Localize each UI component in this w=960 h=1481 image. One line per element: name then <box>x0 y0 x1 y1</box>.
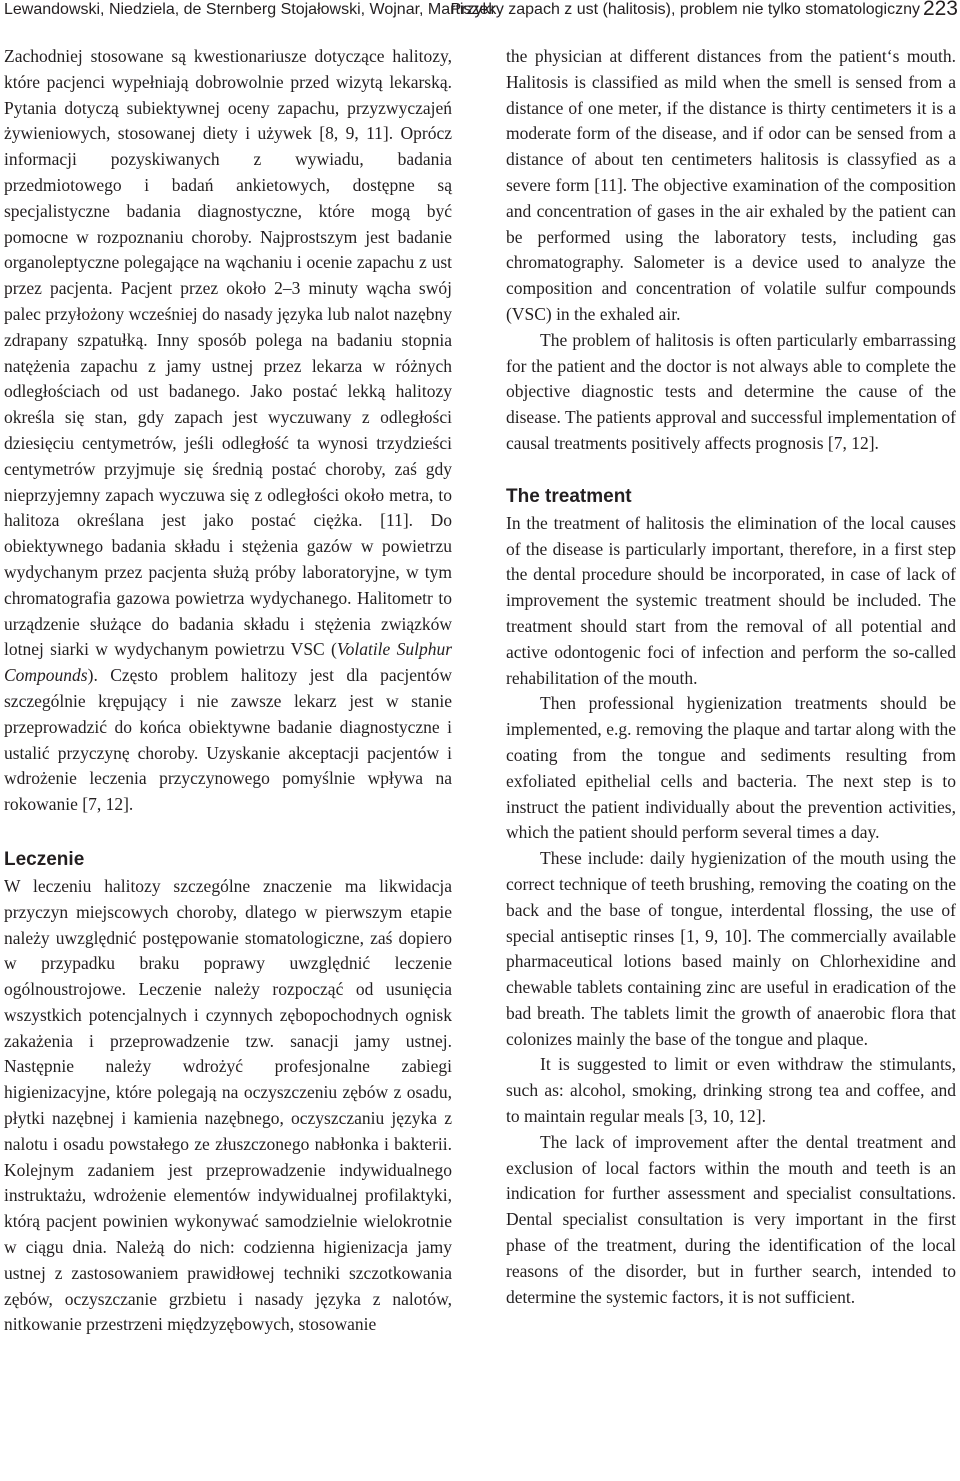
running-header <box>0 0 960 24</box>
left-column <box>4 44 452 1338</box>
right-paragraph-6: It is suggested to limit or even withdraw the stimulants, such as: alcohol, smoking, drinking strong tea and coffee, and to maintain regular meals [3, 10, 12]. <box>506 1054 956 1127</box>
section-heading-the-treatment: The treatment <box>506 485 632 507</box>
left-paragraph-1-italic: Volatile Sulphur Compounds <box>4 639 453 686</box>
page-number: 223 <box>922 0 958 20</box>
header-running-title: Przykry zapach z ust (halitosis), problem nie tylko stomatologiczny <box>450 1 920 18</box>
header-authors: Lewandowski, Niedziela, de Sternberg Stojałowski, Wojnar, Martiszek <box>4 1 497 18</box>
right-paragraph-5: These include: daily hygienization of the mouth using the correct technique of teeth brushing, removing the coating on the back and the base of tongue, interdental flossing, the use of special antiseptic rinses [1, 9, 10]. The commercially available pharmaceutical lotions based mainly on Chlorhexidine and chewable tablets containing zinc are useful in eradication of the bad breath. The tablets limit the growth of anaerobic flora that colonizes mainly the base of the tongue and plaque. <box>506 848 956 1049</box>
left-paragraph-2: W leczeniu halitozy szczególne znaczenie ma likwidacja przyczyn miejscowych choroby, dlatego w pierwszym etapie należy uwzględnić postępowanie stomatologiczne, zaś dopiero w przypadku braku poprawy uwzględnić leczenie ogólnoustrojowe. Leczenie należy rozpocząć od usunięcia wszystkich potencjalnych i czynnych zębopochodnych ognisk zakażenia i przeprowadzenie tzw. sanacji jamy ustnej. Następnie należy wdrożyć profesjonalne zabiegi higienizacyjne, które polegają na oczyszczeniu zębów z osadu, płytki nazębnej i kamienia nazębnego, oczyszczaniu języka z nalotu i osadu powstałego ze złuszczonego nabłonka i bakterii. Kolejnym zadaniem jest przeprowadzenie indywidualnego instruktażu, wdrożenie elementów indywidualnej profilaktyki, którą pacjent powinien wykonywać samodzielnie wielokrotnie w ciągu dnia. Należą do nich: codzienna higienizacja jamy ustnej z zastosowaniem prawidłowej techniki szczotkowania zębów, oczyszczanie grzbietu i nasady języka z nalotów, nitkowanie przestrzeni międzyzębowych, stosowanie <box>4 875 452 1335</box>
left-paragraph-1-text: Zachodniej stosowane są kwestionariusze dotyczące halitozy, które pacjenci wypełniają dobrowolnie przed wizytą lekarską. Pytania dotyczą subiektywnej oceny zapachu, przyzwyczajeń żywieniowych, stosowanej diety i używek [8, 9, 11]. Oprócz informacji pozyskiwanych z wywiadu, badania przedmiotowego i badań ankietowych, dostępne są specjalistyczne badania diagnostyczne, które mogą być pomocne w rozpoznaniu choroby. Najprostszym jest badanie organoleptyczne polegające na wąchaniu i ocenie zapachu z ust przez pacjenta. Pacjent przez około 2–3 minuty wącha swój palec przyłożony wcześniej do nasady języka lub nalot nazębny zdrapany szpatułką. Inny sposób polega na badaniu stopnia natężenia zapachu z jamy ustnej przez lekarza w różnych odległościach od ust badanego. Jako postać lekką halitozy określa się stan, gdy zapach jest wyczuwany z odległości dziesięciu centymetrów, jeśli odległość ta wynosi trzydzieści centymetrów przyjmuje się średnią postać choroby, zaś gdy nieprzyjemny zapach wyczuwa się z odległości około metra, to halitoza określana jest jako postać ciężka. [11]. Do obiektywnego badania składu i stężenia gazów w powietrzu wydychanym przez pacjenta służą próby laboratoryjne, w tym chromatografia gazowa powietrza wydychanego. Halitometr to urządzenie służące do badania składu i stężenia związków lotnej siarki w wydychanym powietrzu VSC ( <box>4 46 452 660</box>
right-paragraph-4: Then professional hygienization treatments should be implemented, e.g. removing the plaque and tartar along with the coating from the tongue and sediments resulting from exfoliated epithelial cells and bacteria. The next step is to instruct the patient individually about the prevention activities, which the patient should perform several times a day. <box>506 693 956 843</box>
right-paragraph-2: The problem of halitosis is often particularly embarrassing for the patient and the doctor is not always able to complete the objective diagnostic tests and determine the cause of the disease. The patients approval and successful implementation of causal treatments positively affects prognosis [7, 12]. <box>506 329 956 453</box>
left-paragraph-1 <box>4 44 452 818</box>
section-heading-leczenie: Leczenie <box>4 848 85 870</box>
left-paragraph-1-end: ). Często problem halitozy jest dla pacjentów szczególnie krępujący i nie zawsze lekarz jest w stanie przeprowadzić do końca obiektywne badanie diagnostyczne i ustalić przyczynę choroby. Uzyskanie akceptacji pacjentów i wdrożenie leczenia przyczynowego pomyślnie wpływa na rokowanie [7, 12]. <box>4 665 452 815</box>
right-paragraph-7: The lack of improvement after the dental treatment and exclusion of local factors within the mouth and teeth is an indication for further assessment and specialist consultations. Dental specialist consultation is very important in the first phase of the treatment, during the identification of the local reasons of the disorder, but in further search, intended to determine the systemic factors, it is not sufficient. <box>506 1131 956 1307</box>
right-paragraph-1: the physician at different distances from the patient‘s mouth. Halitosis is classified as mild when the smell is sensed from a distance of one meter, if the distance is thirty centimeters it is a moderate form of the disease, and if odor can be sensed from a distance of about ten centimeters halitosis is classyfied as a severe form [11]. The objective examination of the composition and concentration of gases in the air exhaled by the patient can be performed using the laboratory tests, including gas chromatography. Salometer is a device used to analyze the composition and concentration of volatile sulfur compounds (VSC) in the exhaled air. <box>506 46 956 324</box>
right-paragraph-3: In the treatment of halitosis the elimination of the local causes of the disease is particularly important, therefore, in a first step the dental procedure should be incorporated, in case of lack of improvement the systemic treatment should be included. The treatment should start from the removal of all potential and active odontogenic foci of infection and perform the so-called rehabilitation of the mouth. <box>506 512 956 688</box>
right-column <box>506 44 956 1310</box>
